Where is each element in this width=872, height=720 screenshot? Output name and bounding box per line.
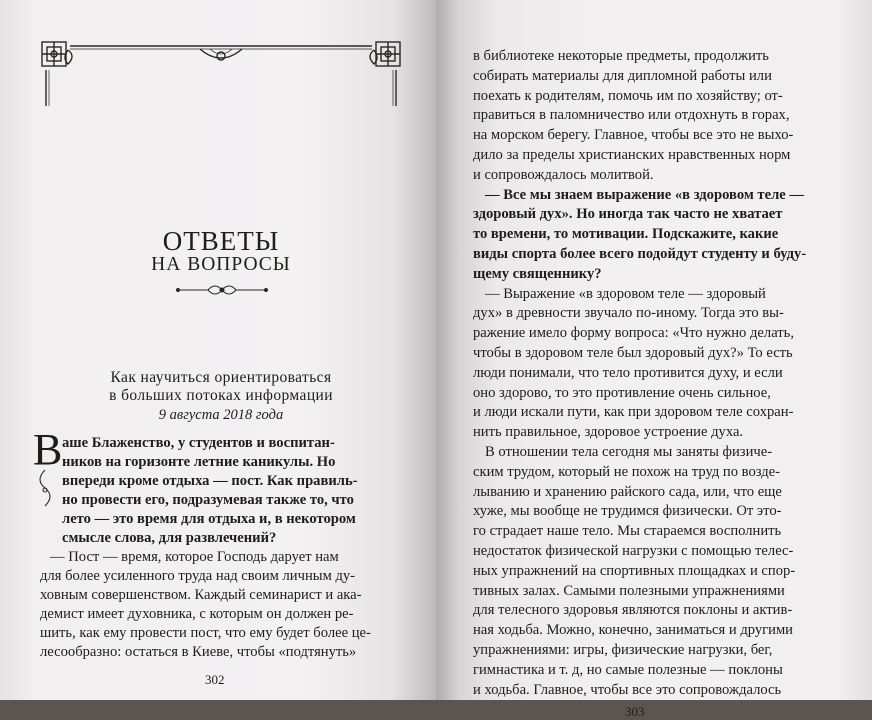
body-line: дило за пределы христианских нравственных норм (473, 147, 791, 163)
body-line: го страдает наше тело. Мы стараемся восполнить (473, 523, 782, 540)
body-line: упражнениями: игры, физические нагрузки, бег, (473, 642, 773, 658)
question-line: ников на горизонте летние каникулы. Но (62, 454, 336, 470)
ornament-divider (176, 283, 268, 297)
body-line: ная ходьба. Можно, конечно, заниматься и другими (473, 622, 793, 639)
page-number-left: 302 (205, 672, 225, 687)
right-page (436, 0, 872, 720)
question-line: лето — это время для отдыха и, в некотором (62, 511, 356, 527)
body-line: лыванию и хранению райского сада, или, что еще (473, 483, 782, 500)
answer-line: дух» в древности звучало по-иному. Тогда это вы- (473, 305, 784, 322)
body-line: правиться в паломничество или отдохнуть в горах, (473, 107, 790, 124)
answer-line: и люди искали пути, как при здоровом теле сохран- (473, 404, 794, 421)
body-line: поехать к родителям, помочь им по хозяйству; от- (473, 87, 783, 104)
answer-line: — Выражение «в здоровом теле — здоровый (485, 285, 766, 302)
question-line: то времени, то мотивации. Подскажите, какие (473, 226, 779, 243)
dropcap-letter: В (33, 425, 63, 474)
question-line: щему священнику? (473, 265, 602, 282)
answer-line: — Пост — время, которое Господь дарует нам (50, 549, 339, 565)
page-number-right: 303 (625, 704, 645, 720)
answer-line: шить, как ему провести пост, что ему будет более це- (40, 625, 371, 641)
question-line: виды спорта более всего подойдут студенту и буду- (473, 246, 807, 262)
answer-line: для более усиленного труда над своим личным ду- (40, 568, 356, 584)
answer-line: люди понимали, что тело противится духу, и если (473, 364, 783, 381)
answer-line: лесообразно: остаться в Киеве, чтобы «подтянуть» (40, 644, 357, 660)
left-page (0, 0, 436, 700)
answer-line: нить правильное, здоровое устроение духа. (473, 424, 744, 441)
body-line: ским трудом, который не похож на труд по возде- (473, 463, 781, 480)
question-line: но провести его, подразумевая также то, что (62, 492, 354, 508)
question-line: аше Блаженство, у студентов и воспитан- (62, 435, 335, 451)
question-line: — Все мы знаем выражение «в здоровом теле — (485, 186, 804, 203)
body-line: недостаток физической нагрузки с помощью телес- (473, 543, 794, 559)
body-line: собирать материалы для дипломной работы или (473, 67, 772, 84)
section-date: 9 августа 2018 года (158, 407, 284, 423)
chapter-subtitle: НА ВОПРОСЫ (151, 254, 291, 275)
question-line: впереди кроме отдыха — пост. Как правиль- (62, 473, 358, 489)
answer-line: демист имеет духовника, с которым он должен ре- (40, 606, 354, 622)
section-title-line-2: в больших потоках информации (109, 387, 333, 404)
answer-line: ражение имело форму вопроса: «Что нужно делать, (473, 325, 794, 342)
section-title-line-1: Как научиться ориентироваться (110, 369, 332, 386)
body-line: на морском берегу. Главное, чтобы все это не выхо- (473, 127, 794, 144)
body-line: и ходьба. Главное, чтобы все это сопровождалось (473, 681, 782, 698)
ornament-header-frame (40, 40, 402, 106)
body-line: гимнастика и т. д, но самые полезные — поклоны (473, 661, 783, 678)
body-line: ных упражнений на спортивных площадках и спор- (473, 562, 796, 579)
answer-line: ховным совершенством. Каждый семинарист и ака- (40, 587, 362, 603)
question-line: здоровый дух». Но иногда так часто не хватает (473, 206, 783, 223)
body-line: хуже, мы вообще не трудимся физически. От это- (473, 503, 782, 520)
chapter-title: ОТВЕТЫ (162, 226, 280, 256)
body-line: в библиотеке некоторые предметы, продолжить (473, 48, 769, 64)
body-line: тивных залах. Самыми полезными упражнениями (473, 582, 785, 599)
dropcap-flourish-icon (30, 470, 60, 510)
body-line: В отношении тела сегодня мы заняты физиче- (485, 444, 773, 460)
answer-line: чтобы в здоровом теле был здоровый дух?» То есть (473, 345, 793, 361)
question-line: смысле слова, для развлечений? (62, 530, 277, 546)
body-line: для телесного здоровья являются поклоны и актив- (473, 602, 793, 619)
body-line: и сопровождалось молитвой. (473, 166, 654, 183)
answer-line: оно здорово, то это противление очень сильное, (473, 384, 771, 401)
